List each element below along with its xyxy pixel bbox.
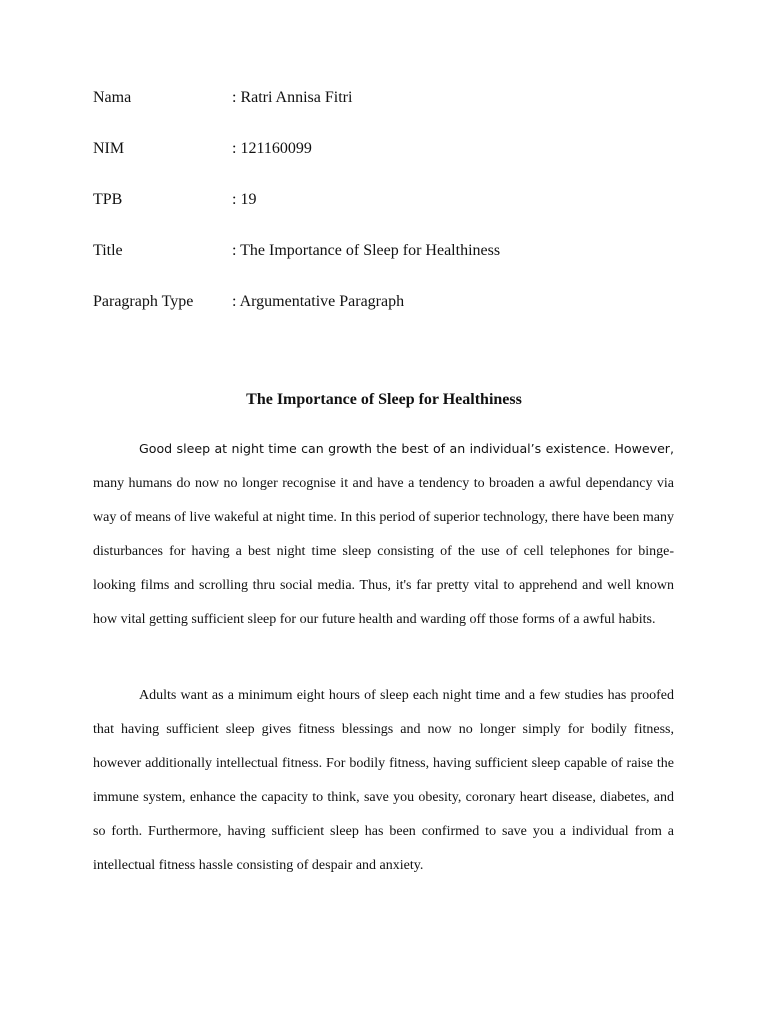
document-title: The Importance of Sleep for Healthiness — [246, 391, 522, 408]
paragraph-lead: Good sleep at night time can growth the best of an individual’s existence. However, — [139, 441, 674, 456]
paragraph-body: Adults want as a minimum eight hours of sleep each night time and a few studies has proofed that having sufficient sleep gives fitness blessings and now no longer simply for bodily fitness, however additionally intellectual fitness. For bodily fitness, having sufficient sleep capable of raise the immune system, enhance the capacity to think, save you obesity, coronary heart disease, diabetes, and so forth. Furthermore, having sufficient sleep has been confirmed to save you a individual from a intellectual fitness hassle consisting of despair and anxiety. — [93, 688, 674, 873]
info-value: : 121160099 — [232, 140, 312, 157]
info-row-nama — [93, 86, 693, 137]
info-label: Title — [93, 242, 123, 259]
info-value: : The Importance of Sleep for Healthiness — [232, 242, 501, 259]
info-value: : Ratri Annisa Fitri — [232, 89, 353, 106]
info-label: Nama — [93, 89, 132, 106]
info-label: Paragraph Type — [93, 293, 194, 310]
paragraph-1 — [93, 432, 674, 637]
info-row-title — [93, 239, 693, 290]
paragraph-2 — [93, 679, 674, 883]
paragraph-body: many humans do now no longer recognise it and have a tendency to broaden a awful dependancy via way of means of live wakeful at night time. In this period of superior technology, there have been many disturbances for having a best night time sleep consisting of the use of cell telephones for binge-looking films and scrolling thru social media. Thus, it's far pretty vital to apprehend and well known how vital getting sufficient sleep for our future health and warding off those forms of a awful habits. — [93, 476, 674, 627]
info-value: : 19 — [232, 191, 257, 208]
info-value: : Argumentative Paragraph — [232, 293, 405, 310]
student-info — [93, 86, 693, 341]
info-row-tpb — [93, 188, 693, 239]
info-row-paragraph-type — [93, 290, 693, 341]
info-label: TPB — [93, 191, 123, 208]
info-row-nim — [93, 137, 693, 188]
info-label: NIM — [93, 140, 125, 157]
